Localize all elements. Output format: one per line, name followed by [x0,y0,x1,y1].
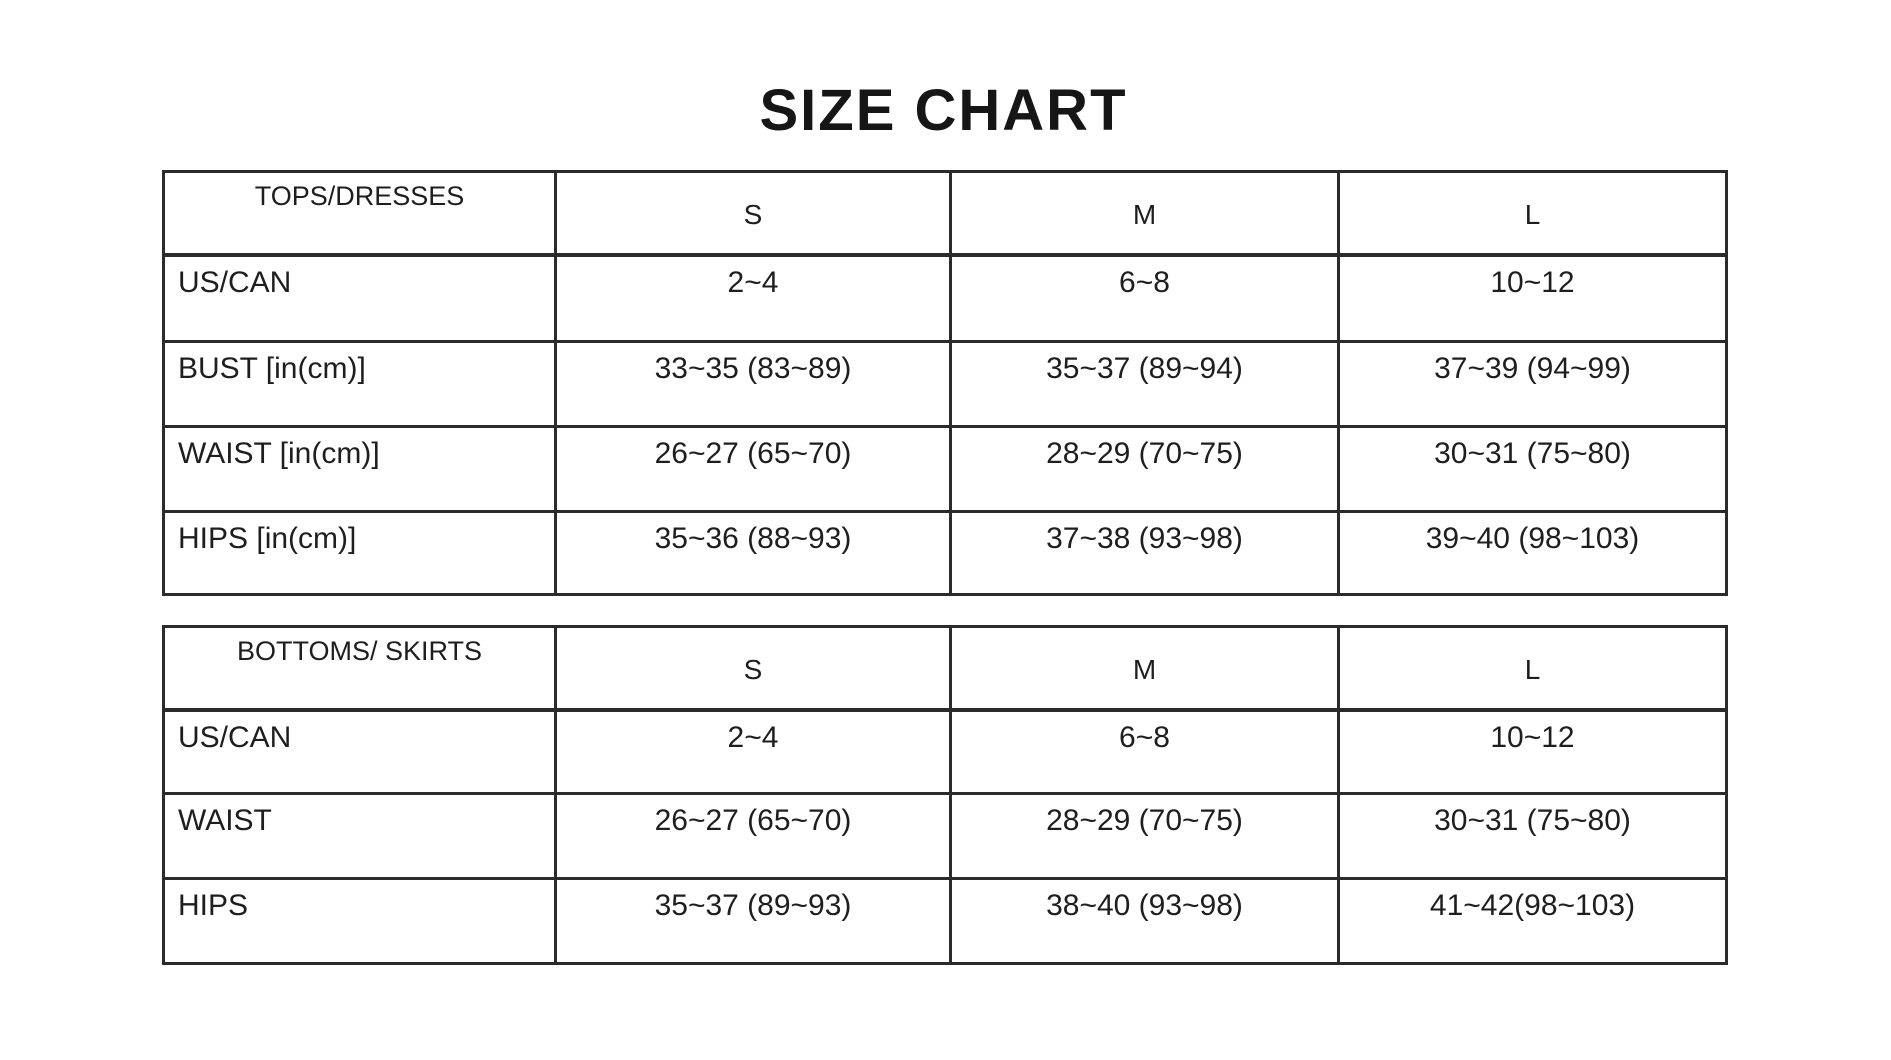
cell-value: 37~38 (93~98) [951,512,1339,595]
cell-value: 41~42(98~103) [1339,879,1727,964]
table-row [164,172,1727,255]
row-label: US/CAN [164,710,556,794]
table-row [164,794,1727,879]
cell-value: 39~40 (98~103) [1339,512,1727,595]
cell-value: 30~31 (75~80) [1339,427,1727,512]
cell-value: 2~4 [556,710,951,794]
table-row [164,427,1727,512]
size-header-l: L [1339,627,1727,710]
size-header-l: L [1339,172,1727,255]
table-row [164,710,1727,794]
row-label: WAIST [in(cm)] [164,427,556,512]
cell-value: 30~31 (75~80) [1339,794,1727,879]
table-row [164,879,1727,964]
cell-value: 37~39 (94~99) [1339,342,1727,427]
cell-value: 35~37 (89~93) [556,879,951,964]
row-label: WAIST [164,794,556,879]
table-row [164,627,1727,710]
tops-dresses-table [162,170,1728,596]
row-label: HIPS [in(cm)] [164,512,556,595]
size-header-m: M [951,172,1339,255]
table-row [164,255,1727,342]
cell-value: 28~29 (70~75) [951,427,1339,512]
cell-value: 10~12 [1339,710,1727,794]
row-label: US/CAN [164,255,556,342]
table-row [164,342,1727,427]
size-header-s: S [556,172,951,255]
cell-value: 26~27 (65~70) [556,427,951,512]
category-header: TOPS/DRESSES [164,172,556,255]
row-label: HIPS [164,879,556,964]
cell-value: 35~36 (88~93) [556,512,951,595]
page-title: SIZE CHART [759,78,1128,143]
category-header: BOTTOMS/ SKIRTS [164,627,556,710]
cell-value: 33~35 (83~89) [556,342,951,427]
cell-value: 28~29 (70~75) [951,794,1339,879]
cell-value: 10~12 [1339,255,1727,342]
cell-value: 35~37 (89~94) [951,342,1339,427]
cell-value: 6~8 [951,255,1339,342]
table-row [164,512,1727,595]
size-header-s: S [556,627,951,710]
cell-value: 6~8 [951,710,1339,794]
row-label: BUST [in(cm)] [164,342,556,427]
cell-value: 26~27 (65~70) [556,794,951,879]
bottoms-skirts-table [162,625,1728,965]
size-header-m: M [951,627,1339,710]
cell-value: 38~40 (93~98) [951,879,1339,964]
cell-value: 2~4 [556,255,951,342]
